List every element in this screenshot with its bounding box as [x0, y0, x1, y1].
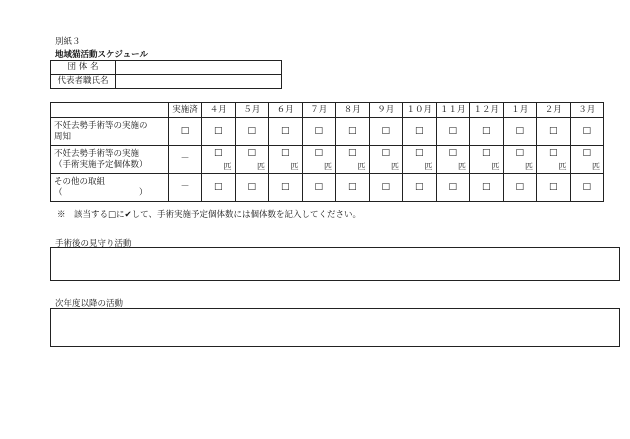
checkbox[interactable]: □ — [381, 126, 390, 136]
header-month: ７月 — [302, 103, 336, 118]
row-surgery-done-cell — [169, 146, 202, 174]
doc-title: 地域猫活動スケジュール — [55, 50, 148, 60]
row-notice-month-cell — [369, 118, 403, 146]
surgery-cell-content — [504, 146, 537, 173]
checkbox[interactable]: □ — [582, 126, 591, 136]
checkbox[interactable]: □ — [582, 148, 592, 158]
count-unit: 匹 — [257, 162, 265, 171]
row-surgery-month-cell — [570, 146, 604, 174]
row-other-month-cell — [269, 174, 303, 202]
checkbox[interactable]: □ — [548, 182, 558, 192]
row-surgery-month-cell — [503, 146, 537, 174]
header-month: ４月 — [202, 103, 236, 118]
dash-mark: － — [180, 182, 190, 192]
row-other-month-cell — [336, 174, 370, 202]
representative-label: 代表者職氏名 — [51, 75, 116, 89]
row-surgery-label-line1: 不妊去勢手術等の実施 — [54, 148, 140, 159]
surgery-cell-content — [269, 146, 302, 173]
checkbox[interactable]: □ — [247, 182, 256, 192]
row-notice-month-cell — [470, 118, 504, 146]
count-unit: 匹 — [290, 162, 299, 171]
row-other-label — [51, 174, 169, 202]
checkbox[interactable]: □ — [448, 126, 457, 136]
checkbox[interactable]: □ — [348, 148, 357, 158]
checkbox[interactable]: □ — [448, 182, 457, 192]
surgery-cell-content — [403, 146, 436, 173]
next-year-box[interactable] — [50, 308, 620, 347]
row-other-month-cell — [403, 174, 437, 202]
count-unit: 匹 — [558, 162, 567, 171]
row-surgery-month-cell — [302, 146, 336, 174]
checkbox[interactable]: □ — [381, 182, 390, 192]
row-other-month-cell — [369, 174, 403, 202]
surgery-cell-content — [470, 146, 503, 173]
row-other-month-cell — [436, 174, 470, 202]
count-unit: 匹 — [491, 162, 500, 171]
header-month: １１月 — [436, 103, 470, 118]
row-notice-month-cell — [235, 118, 269, 146]
row-other-month-cell — [235, 174, 269, 202]
header-month: ６月 — [269, 103, 303, 118]
checkbox[interactable]: □ — [415, 148, 424, 158]
count-unit: 匹 — [525, 162, 533, 171]
post-surgery-box[interactable] — [50, 247, 620, 281]
checkbox[interactable]: □ — [414, 126, 424, 136]
count-unit: 匹 — [357, 162, 366, 171]
checkbox[interactable]: □ — [347, 126, 357, 136]
checkbox[interactable]: □ — [548, 126, 558, 136]
count-unit: 匹 — [324, 162, 332, 171]
row-notice-month-cell — [202, 118, 236, 146]
header-month: ２月 — [537, 103, 571, 118]
row-notice-month-cell — [302, 118, 336, 146]
checkbox[interactable]: □ — [481, 126, 491, 136]
header-month: １月 — [503, 103, 537, 118]
count-unit: 匹 — [391, 162, 399, 171]
org-name-field[interactable] — [116, 61, 282, 75]
checkbox[interactable]: □ — [180, 126, 190, 136]
row-surgery-month-cell — [537, 146, 571, 174]
header-month: １２月 — [470, 103, 504, 118]
checkbox[interactable]: □ — [515, 148, 525, 158]
surgery-cell-content — [336, 146, 369, 173]
header-month: ８月 — [336, 103, 370, 118]
row-notice-label-line1: 不妊去勢手術等の実施の — [54, 120, 148, 131]
checkbox[interactable]: □ — [582, 182, 591, 192]
org-name-label: 団 体 名 — [51, 61, 116, 75]
checkbox[interactable]: □ — [381, 148, 391, 158]
surgery-cell-content — [537, 146, 570, 173]
instruction-note: ※ 該当する□に✔して、手術実施予定個体数には個体数を記入してください。 — [57, 210, 361, 220]
row-other-month-cell — [302, 174, 336, 202]
row-other-label-line2: （ ） — [54, 187, 148, 198]
row-surgery-month-cell — [470, 146, 504, 174]
row-other — [51, 174, 604, 202]
checkbox[interactable]: □ — [515, 126, 524, 136]
checkbox[interactable]: □ — [214, 148, 223, 158]
checkbox[interactable]: □ — [515, 182, 524, 192]
row-notice-month-cell — [403, 118, 437, 146]
checkbox[interactable]: □ — [314, 182, 323, 192]
header-done: 実施済 — [169, 103, 202, 118]
row-other-month-cell — [503, 174, 537, 202]
count-unit: 匹 — [458, 162, 466, 171]
row-other-month-cell — [202, 174, 236, 202]
next-year-title: 次年度以降の活動 — [55, 299, 124, 309]
row-notice-done-cell — [169, 118, 202, 146]
organization-table — [50, 60, 282, 89]
checkbox[interactable]: □ — [213, 126, 223, 136]
doc-label: 別紙３ — [55, 37, 81, 47]
row-surgery — [51, 146, 604, 174]
row-surgery-month-cell — [202, 146, 236, 174]
row-surgery-month-cell — [235, 146, 269, 174]
row-notice-label-line2: 周知 — [54, 131, 72, 142]
count-unit: 匹 — [592, 162, 600, 171]
surgery-cell-content — [370, 146, 403, 173]
row-other-month-cell — [470, 174, 504, 202]
checkbox[interactable]: □ — [347, 182, 357, 192]
row-surgery-label — [51, 146, 169, 174]
schedule-header-row — [51, 103, 604, 118]
checkbox[interactable]: □ — [414, 182, 424, 192]
row-notice-month-cell — [503, 118, 537, 146]
row-other-done-cell — [169, 174, 202, 202]
row-notice-month-cell — [570, 118, 604, 146]
surgery-cell-content — [202, 146, 235, 173]
checkbox[interactable]: □ — [448, 148, 458, 158]
checkbox[interactable]: □ — [247, 126, 256, 136]
surgery-cell-content — [236, 146, 269, 173]
row-notice-month-cell — [537, 118, 571, 146]
checkbox[interactable]: □ — [314, 148, 324, 158]
row-other-month-cell — [570, 174, 604, 202]
count-unit: 匹 — [424, 162, 433, 171]
header-month: ５月 — [235, 103, 269, 118]
row-surgery-month-cell — [403, 146, 437, 174]
surgery-cell-content — [571, 146, 604, 173]
post-surgery-title: 手術後の見守り活動 — [55, 239, 132, 249]
row-surgery-month-cell — [269, 146, 303, 174]
row-notice-label — [51, 118, 169, 146]
header-month: １０月 — [403, 103, 437, 118]
checkbox[interactable]: □ — [280, 126, 290, 136]
row-other-month-cell — [537, 174, 571, 202]
row-notice-month-cell — [436, 118, 470, 146]
representative-field[interactable] — [116, 75, 282, 89]
header-month: ９月 — [369, 103, 403, 118]
row-surgery-month-cell — [436, 146, 470, 174]
checkbox[interactable]: □ — [247, 148, 257, 158]
checkbox[interactable]: □ — [482, 148, 491, 158]
row-other-label-line1: その他の取組 — [54, 176, 106, 187]
header-month: ３月 — [570, 103, 604, 118]
row-notice — [51, 118, 604, 146]
checkbox[interactable]: □ — [281, 148, 290, 158]
checkbox[interactable]: □ — [481, 182, 491, 192]
row-surgery-month-cell — [336, 146, 370, 174]
row-notice-month-cell — [336, 118, 370, 146]
row-notice-month-cell — [269, 118, 303, 146]
header-blank — [51, 103, 169, 118]
surgery-cell-content — [303, 146, 336, 173]
dash-mark: － — [180, 154, 190, 164]
surgery-cell-content — [437, 146, 470, 173]
checkbox[interactable]: □ — [280, 182, 290, 192]
count-unit: 匹 — [223, 162, 232, 171]
checkbox[interactable]: □ — [213, 182, 223, 192]
checkbox[interactable]: □ — [314, 126, 323, 136]
row-surgery-label-line2: （手術実施予定個体数） — [54, 159, 148, 170]
row-surgery-month-cell — [369, 146, 403, 174]
schedule-table — [50, 102, 604, 202]
checkbox[interactable]: □ — [549, 148, 558, 158]
